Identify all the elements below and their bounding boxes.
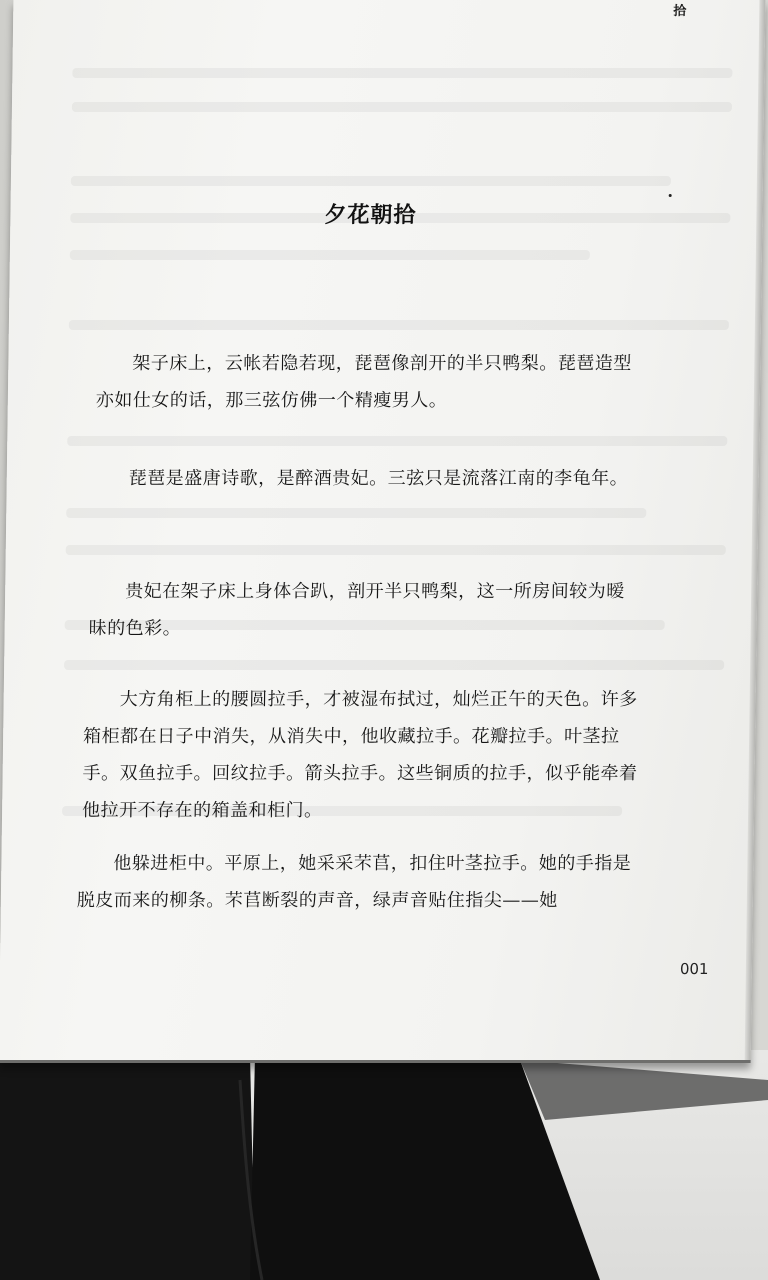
ink-speck bbox=[669, 194, 672, 197]
page-edge bbox=[745, 0, 766, 1060]
chapter-title: 夕花朝拾 bbox=[324, 202, 417, 228]
show-through-text bbox=[67, 436, 727, 446]
show-through-text bbox=[72, 102, 732, 112]
show-through-text bbox=[66, 545, 726, 555]
paragraph: 架子床上，云帐若隐若现，琵琶像剖开的半只鸭梨。琵琶造型亦如仕女的话，那三弦仿佛一个精瘦男人。 bbox=[95, 353, 632, 411]
show-through-text bbox=[69, 320, 729, 330]
show-through-text bbox=[66, 508, 646, 518]
show-through-text bbox=[72, 68, 732, 78]
show-through-text bbox=[70, 250, 590, 260]
legs-in-dark-trousers bbox=[0, 1040, 768, 1280]
paragraph: 大方角柜上的腰圆拉手，才被湿布拭过，灿烂正午的天色。许多箱柜都在日子中消失，从消失中，他收藏拉手。花瓣拉手。叶茎拉手。双鱼拉手。回纹拉手。箭头拉手。这些铜质的拉手，似乎能牵着他拉开不存在的箱盖和柜门。 bbox=[81, 689, 638, 821]
paragraph: 贵妃在架子床上身体合趴，剖开半只鸭梨，这一所房间较为暧昧的色彩。 bbox=[88, 581, 625, 639]
page-number: 001 bbox=[679, 960, 709, 978]
running-head: 拾 bbox=[673, 4, 687, 19]
paragraph: 琵琶是盛唐诗歌，是醉酒贵妃。三弦只是流落江南的李龟年。 bbox=[128, 468, 629, 489]
paragraph: 他躲进柜中。平原上，她采采芣苢，扣住叶茎拉手。她的手指是脱皮而来的柳条。芣苢断裂的声音，绿声音贴住指尖——她 bbox=[76, 853, 632, 911]
show-through-text bbox=[71, 176, 671, 186]
show-through-text bbox=[64, 660, 724, 670]
